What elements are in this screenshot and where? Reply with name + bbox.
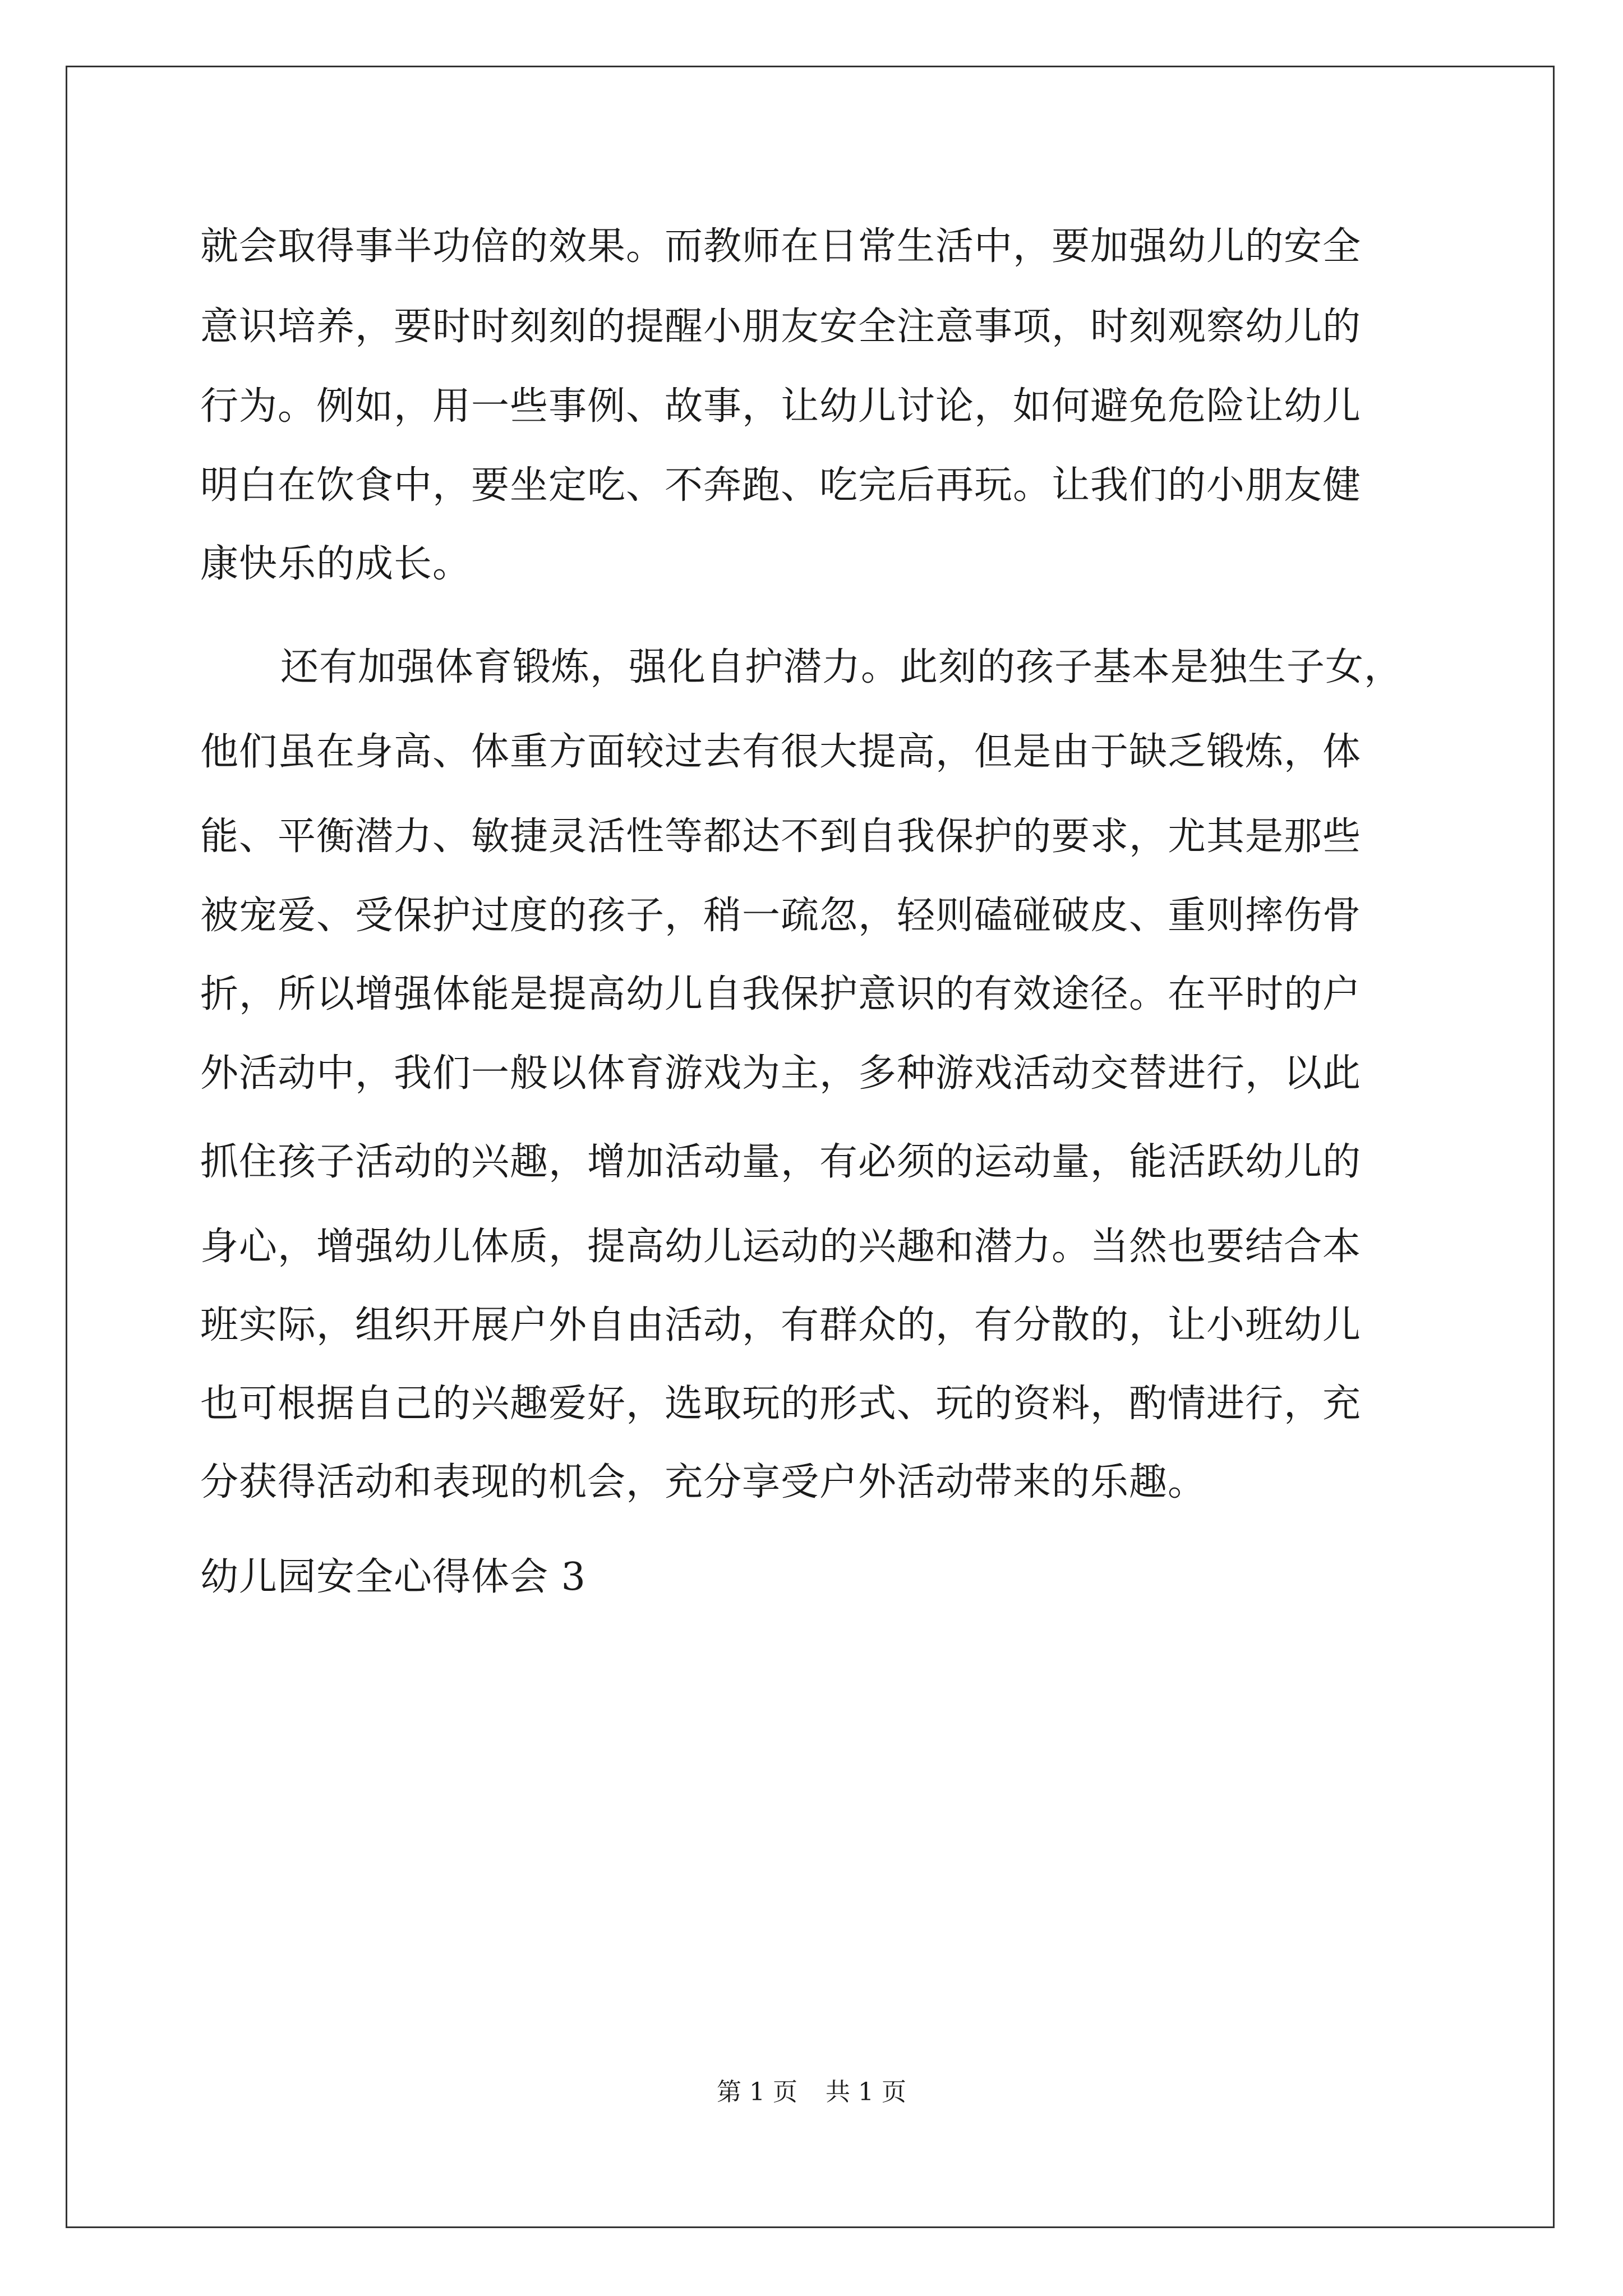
- paragraph-2-line-5: 折，所以增强体能是提高幼儿自我保护意识的有效途径。在平时的户: [200, 972, 1362, 1016]
- paragraph-2-line-8: 身心，增强幼儿体质，提高幼儿运动的兴趣和潜力。当然也要结合本: [200, 1225, 1362, 1269]
- section-heading: 幼儿园安全心得体会 3: [200, 1555, 586, 1599]
- paragraph-2-line-10: 也可根据自己的兴趣爱好，选取玩的形式、玩的资料，酌情进行，充: [200, 1382, 1362, 1426]
- paragraph-1-line-5: 康快乐的成长。: [200, 542, 472, 586]
- page-number: 第 1 页: [717, 2078, 797, 2106]
- paragraph-1-line-4: 明白在饮食中，要坐定吃、不奔跑、吃完后再玩。让我们的小朋友健: [200, 463, 1362, 508]
- paragraph-2-line-6: 外活动中，我们一般以体育游戏为主，多种游戏活动交替进行，以此: [200, 1051, 1362, 1096]
- paragraph-2-line-3: 能、平衡潜力、敏捷灵活性等都达不到自我保护的要求，尤其是那些: [200, 815, 1362, 859]
- paragraph-2-line-11: 分获得活动和表现的机会，充分享受户外活动带来的乐趣。: [200, 1460, 1207, 1504]
- page-total: 共 1 页: [826, 2078, 906, 2106]
- page-footer: [0, 2076, 1623, 2109]
- paragraph-2-line-9: 班实际，组织开展户外自由活动，有群众的，有分散的，让小班幼儿: [200, 1303, 1362, 1347]
- paragraph-2-line-7: 抓住孩子活动的兴趣，增加活动量，有必须的运动量，能活跃幼儿的: [200, 1140, 1362, 1184]
- paragraph-1-line-2: 意识培养，要时时刻刻的提醒小朋友安全注意事项，时刻观察幼儿的: [200, 305, 1362, 349]
- paragraph-2-line-4: 被宠爱、受保护过度的孩子，稍一疏忽，轻则磕碰破皮、重则摔伤骨: [200, 894, 1362, 938]
- paragraph-1-line-1: 就会取得事半功倍的效果。而教师在日常生活中，要加强幼儿的安全: [200, 224, 1362, 269]
- paragraph-2-line-1: 还有加强体育锻炼，强化自护潜力。此刻的孩子基本是独生子女，: [280, 645, 1403, 689]
- paragraph-1-line-3: 行为。例如，用一些事例、故事，让幼儿讨论，如何避免危险让幼儿: [200, 384, 1362, 429]
- paragraph-2-line-2: 他们虽在身高、体重方面较过去有很大提高，但是由于缺乏锻炼，体: [200, 730, 1362, 774]
